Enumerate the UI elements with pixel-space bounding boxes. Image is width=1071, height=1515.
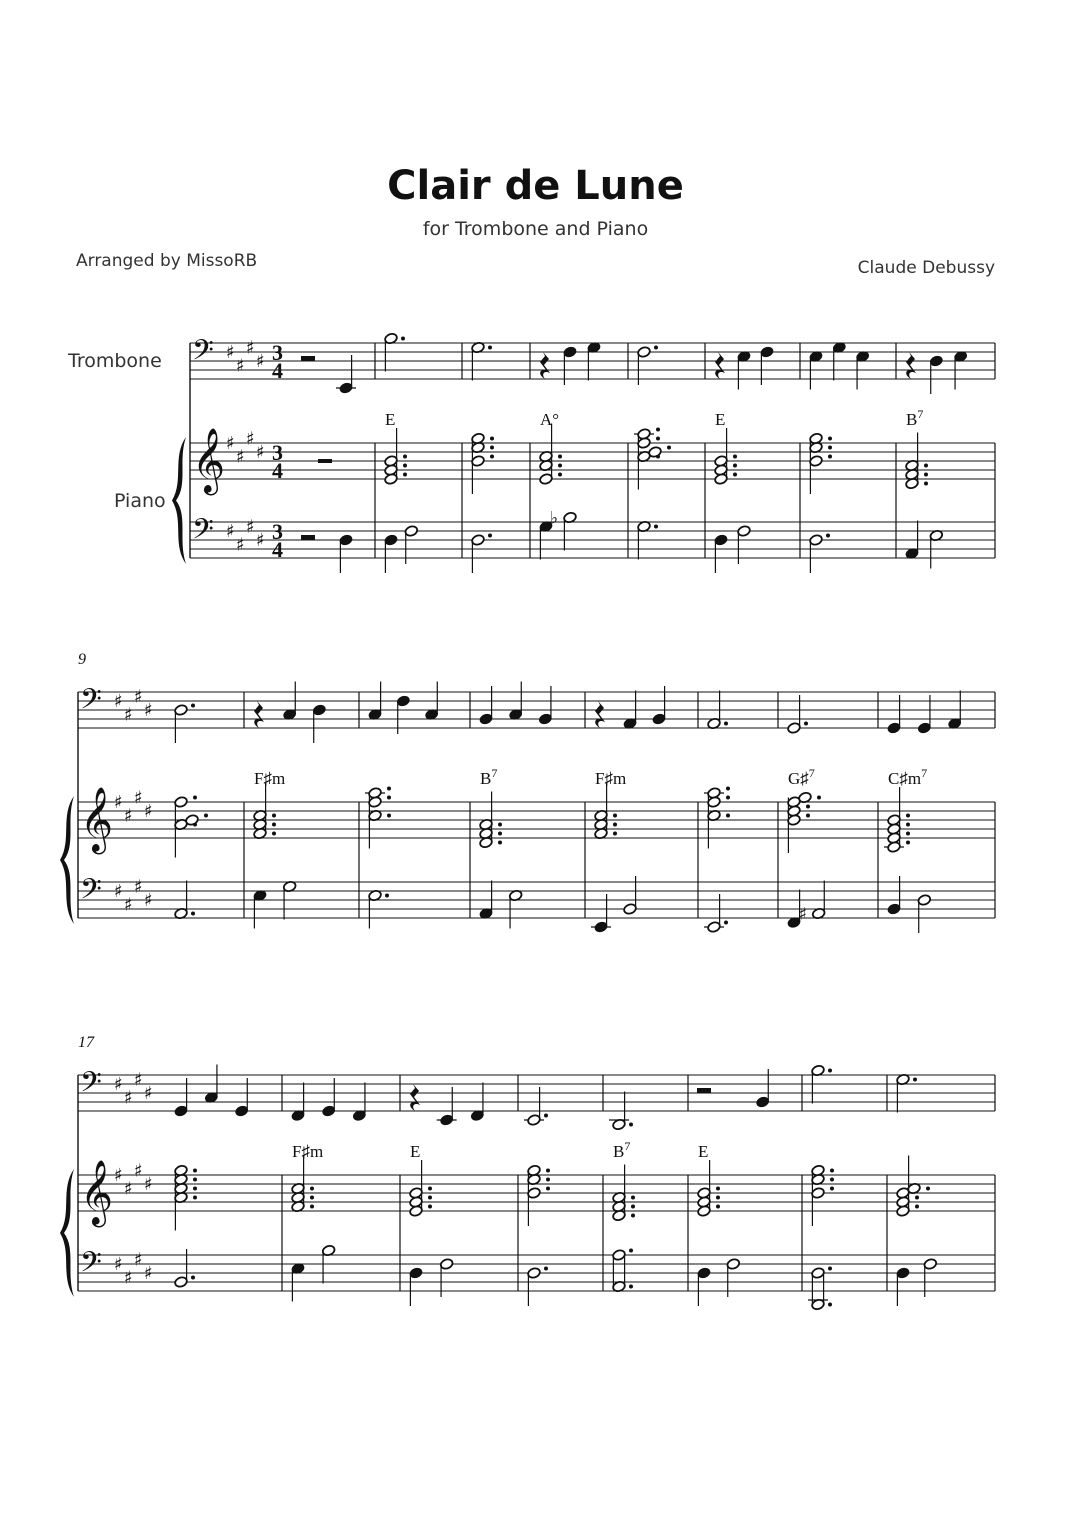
chord-symbol: A° <box>540 410 560 429</box>
key-signature-sharp: ♯ <box>114 1074 123 1095</box>
augmentation-dot <box>828 446 832 450</box>
time-signature-numerator: 3 <box>272 340 283 365</box>
key-signature-sharp: ♯ <box>144 890 153 911</box>
augmentation-dot <box>401 337 405 341</box>
chord-symbol: $B^7$ <box>613 1139 631 1161</box>
accidental: ♭ <box>550 508 559 529</box>
time-signature-numerator: 3 <box>272 440 283 465</box>
augmentation-dot <box>924 473 928 477</box>
augmentation-dot <box>490 455 494 459</box>
augmentation-dot <box>733 464 737 468</box>
augmentation-dot <box>654 525 658 529</box>
augmentation-dot <box>804 722 808 726</box>
half-rest <box>697 1088 711 1093</box>
augmentation-dot <box>631 1196 635 1200</box>
measure-number: 17 <box>78 1034 94 1051</box>
augmentation-dot <box>490 437 494 441</box>
quarter-rest <box>715 352 725 379</box>
augmentation-dot <box>926 1187 930 1191</box>
key-signature-sharp: ♯ <box>246 337 255 359</box>
augmentation-dot <box>488 534 492 538</box>
augmentation-dot <box>629 1123 633 1127</box>
augmentation-dot <box>558 473 562 477</box>
augmentation-dot <box>544 1114 548 1118</box>
key-signature-sharp: ♯ <box>226 433 235 454</box>
augmentation-dot <box>403 464 407 468</box>
augmentation-dot <box>667 446 671 450</box>
augmentation-dot <box>924 464 928 468</box>
augmentation-dot <box>828 1303 832 1307</box>
augmentation-dot <box>906 841 910 845</box>
key-signature-sharp: ♯ <box>236 355 245 377</box>
key-signature-sharp: ♯ <box>134 1160 143 1182</box>
augmentation-dot <box>272 832 276 836</box>
key-signature-sharp: ♯ <box>124 1178 133 1200</box>
bass-clef: 𝄢 <box>192 334 214 374</box>
augmentation-dot <box>310 1205 314 1209</box>
treble-clef: 𝄞 <box>80 1160 114 1225</box>
chord-symbol: G♯$^7$ <box>788 766 815 788</box>
augmentation-dot <box>613 814 617 818</box>
key-signature-sharp: ♯ <box>226 521 235 542</box>
key-signature-sharp: ♯ <box>246 516 255 538</box>
key-signature-sharp: ♯ <box>144 801 153 822</box>
augmentation-dot <box>733 455 737 459</box>
augmentation-dot <box>193 796 197 800</box>
augmentation-dot <box>272 814 276 818</box>
augmentation-dot <box>498 832 502 836</box>
chord-symbol: $B^7$ <box>906 407 924 429</box>
piano-brace <box>172 437 186 564</box>
augmentation-dot <box>724 921 728 925</box>
augmentation-dot <box>428 1196 432 1200</box>
augmentation-dot <box>403 473 407 477</box>
augmentation-dot <box>403 455 407 459</box>
augmentation-dot <box>828 1267 832 1271</box>
augmentation-dot <box>191 704 195 708</box>
treble-clef: 𝄞 <box>192 428 226 493</box>
chord-symbol: F♯m <box>292 1142 324 1161</box>
augmentation-dot <box>716 1196 720 1200</box>
chord-symbol: $C♯m^7$ <box>888 766 928 788</box>
augmentation-dot <box>193 1169 197 1173</box>
augmentation-dot <box>546 1169 550 1173</box>
augmentation-dot <box>428 1187 432 1191</box>
key-signature-sharp: ♯ <box>114 691 123 712</box>
augmentation-dot <box>906 823 910 827</box>
time-signature-denominator: 4 <box>272 537 283 562</box>
key-signature-sharp: ♯ <box>124 894 133 916</box>
notehead <box>648 446 662 458</box>
augmentation-dot <box>272 823 276 827</box>
augmentation-dot <box>828 437 832 441</box>
score-title: Clair de Lune <box>387 163 684 209</box>
bass-clef: 𝄢 <box>80 683 102 723</box>
piano-brace <box>60 1169 74 1297</box>
bass-clef: 𝄢 <box>192 513 214 553</box>
augmentation-dot <box>726 814 730 818</box>
key-signature-sharp: ♯ <box>114 1254 123 1275</box>
augmentation-dot <box>629 1285 633 1289</box>
augmentation-dot <box>631 1214 635 1218</box>
piano-brace <box>60 796 74 924</box>
key-signature-sharp: ♯ <box>124 805 133 827</box>
augmentation-dot <box>716 1205 720 1209</box>
time-signature-denominator: 4 <box>272 458 283 483</box>
augmentation-dot <box>193 1178 197 1182</box>
augmentation-dot <box>191 1276 195 1280</box>
score-subtitle: for Trombone and Piano <box>422 218 649 240</box>
key-signature-sharp: ♯ <box>236 534 245 556</box>
augmentation-dot <box>428 1205 432 1209</box>
key-signature-sharp: ♯ <box>144 700 153 721</box>
key-signature-sharp: ♯ <box>226 342 235 363</box>
augmentation-dot <box>806 814 810 818</box>
augmentation-dot <box>310 1196 314 1200</box>
augmentation-dot <box>385 894 389 898</box>
bass-clef: 𝄢 <box>80 1066 102 1106</box>
augmentation-dot <box>498 841 502 845</box>
augmentation-dot <box>631 1205 635 1209</box>
key-signature-sharp: ♯ <box>114 792 123 813</box>
augmentation-dot <box>544 1267 548 1271</box>
augmentation-dot <box>906 832 910 836</box>
treble-clef: 𝄞 <box>80 787 114 852</box>
chord-symbol: E <box>715 410 726 429</box>
measure-rest <box>318 459 332 463</box>
half-rest <box>301 356 315 361</box>
quarter-rest <box>906 352 916 379</box>
chord-symbol: F♯m <box>595 769 627 788</box>
augmentation-dot <box>546 1178 550 1182</box>
augmentation-dot <box>924 482 928 486</box>
augmentation-dot <box>558 464 562 468</box>
augmentation-dot <box>191 912 195 916</box>
augmentation-dot <box>726 796 730 800</box>
key-signature-sharp: ♯ <box>134 686 143 708</box>
arranger-credit: Arranged by MissoRB <box>76 251 258 271</box>
chord-symbol: E <box>698 1142 709 1161</box>
augmentation-dot <box>828 1069 832 1073</box>
key-signature-sharp: ♯ <box>134 1249 143 1271</box>
augmentation-dot <box>656 437 660 441</box>
key-signature-sharp: ♯ <box>236 446 245 468</box>
augmentation-dot <box>387 796 391 800</box>
measure-number: 9 <box>78 651 86 668</box>
augmentation-dot <box>915 1205 919 1209</box>
bass-clef: 𝄢 <box>80 1246 102 1286</box>
key-signature-sharp: ♯ <box>256 442 265 463</box>
augmentation-dot <box>387 787 391 791</box>
chord-symbol: E <box>385 410 396 429</box>
augmentation-dot <box>387 814 391 818</box>
key-signature-sharp: ♯ <box>124 704 133 726</box>
augmentation-dot <box>613 823 617 827</box>
augmentation-dot <box>488 346 492 350</box>
augmentation-dot <box>830 1169 834 1173</box>
bass-clef: 𝄢 <box>80 873 102 913</box>
key-signature-sharp: ♯ <box>134 876 143 898</box>
augmentation-dot <box>204 814 208 818</box>
augmentation-dot <box>724 722 728 726</box>
augmentation-dot <box>915 1196 919 1200</box>
quarter-rest <box>410 1084 420 1111</box>
time-signature-numerator: 3 <box>272 519 283 544</box>
augmentation-dot <box>906 814 910 818</box>
augmentation-dot <box>828 455 832 459</box>
chord-symbol: $B^7$ <box>480 766 498 788</box>
key-signature-sharp: ♯ <box>124 1267 133 1289</box>
key-signature-sharp: ♯ <box>144 1263 153 1284</box>
augmentation-dot <box>654 346 658 350</box>
augmentation-dot <box>806 805 810 809</box>
composer-credit: Claude Debussy <box>857 258 995 278</box>
key-signature-sharp: ♯ <box>144 1174 153 1195</box>
augmentation-dot <box>913 1078 917 1082</box>
chord-symbol: F♯m <box>254 769 286 788</box>
chord-symbol: E <box>410 1142 421 1161</box>
augmentation-dot <box>490 446 494 450</box>
augmentation-dot <box>656 428 660 432</box>
augmentation-dot <box>817 796 821 800</box>
augmentation-dot <box>830 1187 834 1191</box>
quarter-rest <box>540 352 550 379</box>
augmentation-dot <box>193 1196 197 1200</box>
augmentation-dot <box>629 1249 633 1253</box>
key-signature-sharp: ♯ <box>114 881 123 902</box>
quarter-rest <box>595 701 605 728</box>
augmentation-dot <box>310 1187 314 1191</box>
augmentation-dot <box>613 832 617 836</box>
instrument-label-piano: Piano <box>114 490 166 512</box>
augmentation-dot <box>498 823 502 827</box>
key-signature-sharp: ♯ <box>124 1087 133 1109</box>
key-signature-sharp: ♯ <box>134 1069 143 1091</box>
augmentation-dot <box>193 1187 197 1191</box>
key-signature-sharp: ♯ <box>256 530 265 551</box>
augmentation-dot <box>733 473 737 477</box>
key-signature-sharp: ♯ <box>114 1165 123 1186</box>
augmentation-dot <box>726 787 730 791</box>
augmentation-dot <box>826 534 830 538</box>
time-signature-denominator: 4 <box>272 358 283 383</box>
augmentation-dot <box>716 1187 720 1191</box>
half-rest <box>301 535 315 540</box>
accidental: ♯ <box>798 904 807 925</box>
key-signature-sharp: ♯ <box>144 1083 153 1104</box>
augmentation-dot <box>558 455 562 459</box>
key-signature-sharp: ♯ <box>134 787 143 809</box>
notehead <box>185 814 199 826</box>
key-signature-sharp: ♯ <box>246 428 255 450</box>
augmentation-dot <box>830 1178 834 1182</box>
quarter-rest <box>254 701 264 728</box>
augmentation-dot <box>546 1187 550 1191</box>
instrument-label-trombone: Trombone <box>68 350 162 372</box>
key-signature-sharp: ♯ <box>256 351 265 372</box>
